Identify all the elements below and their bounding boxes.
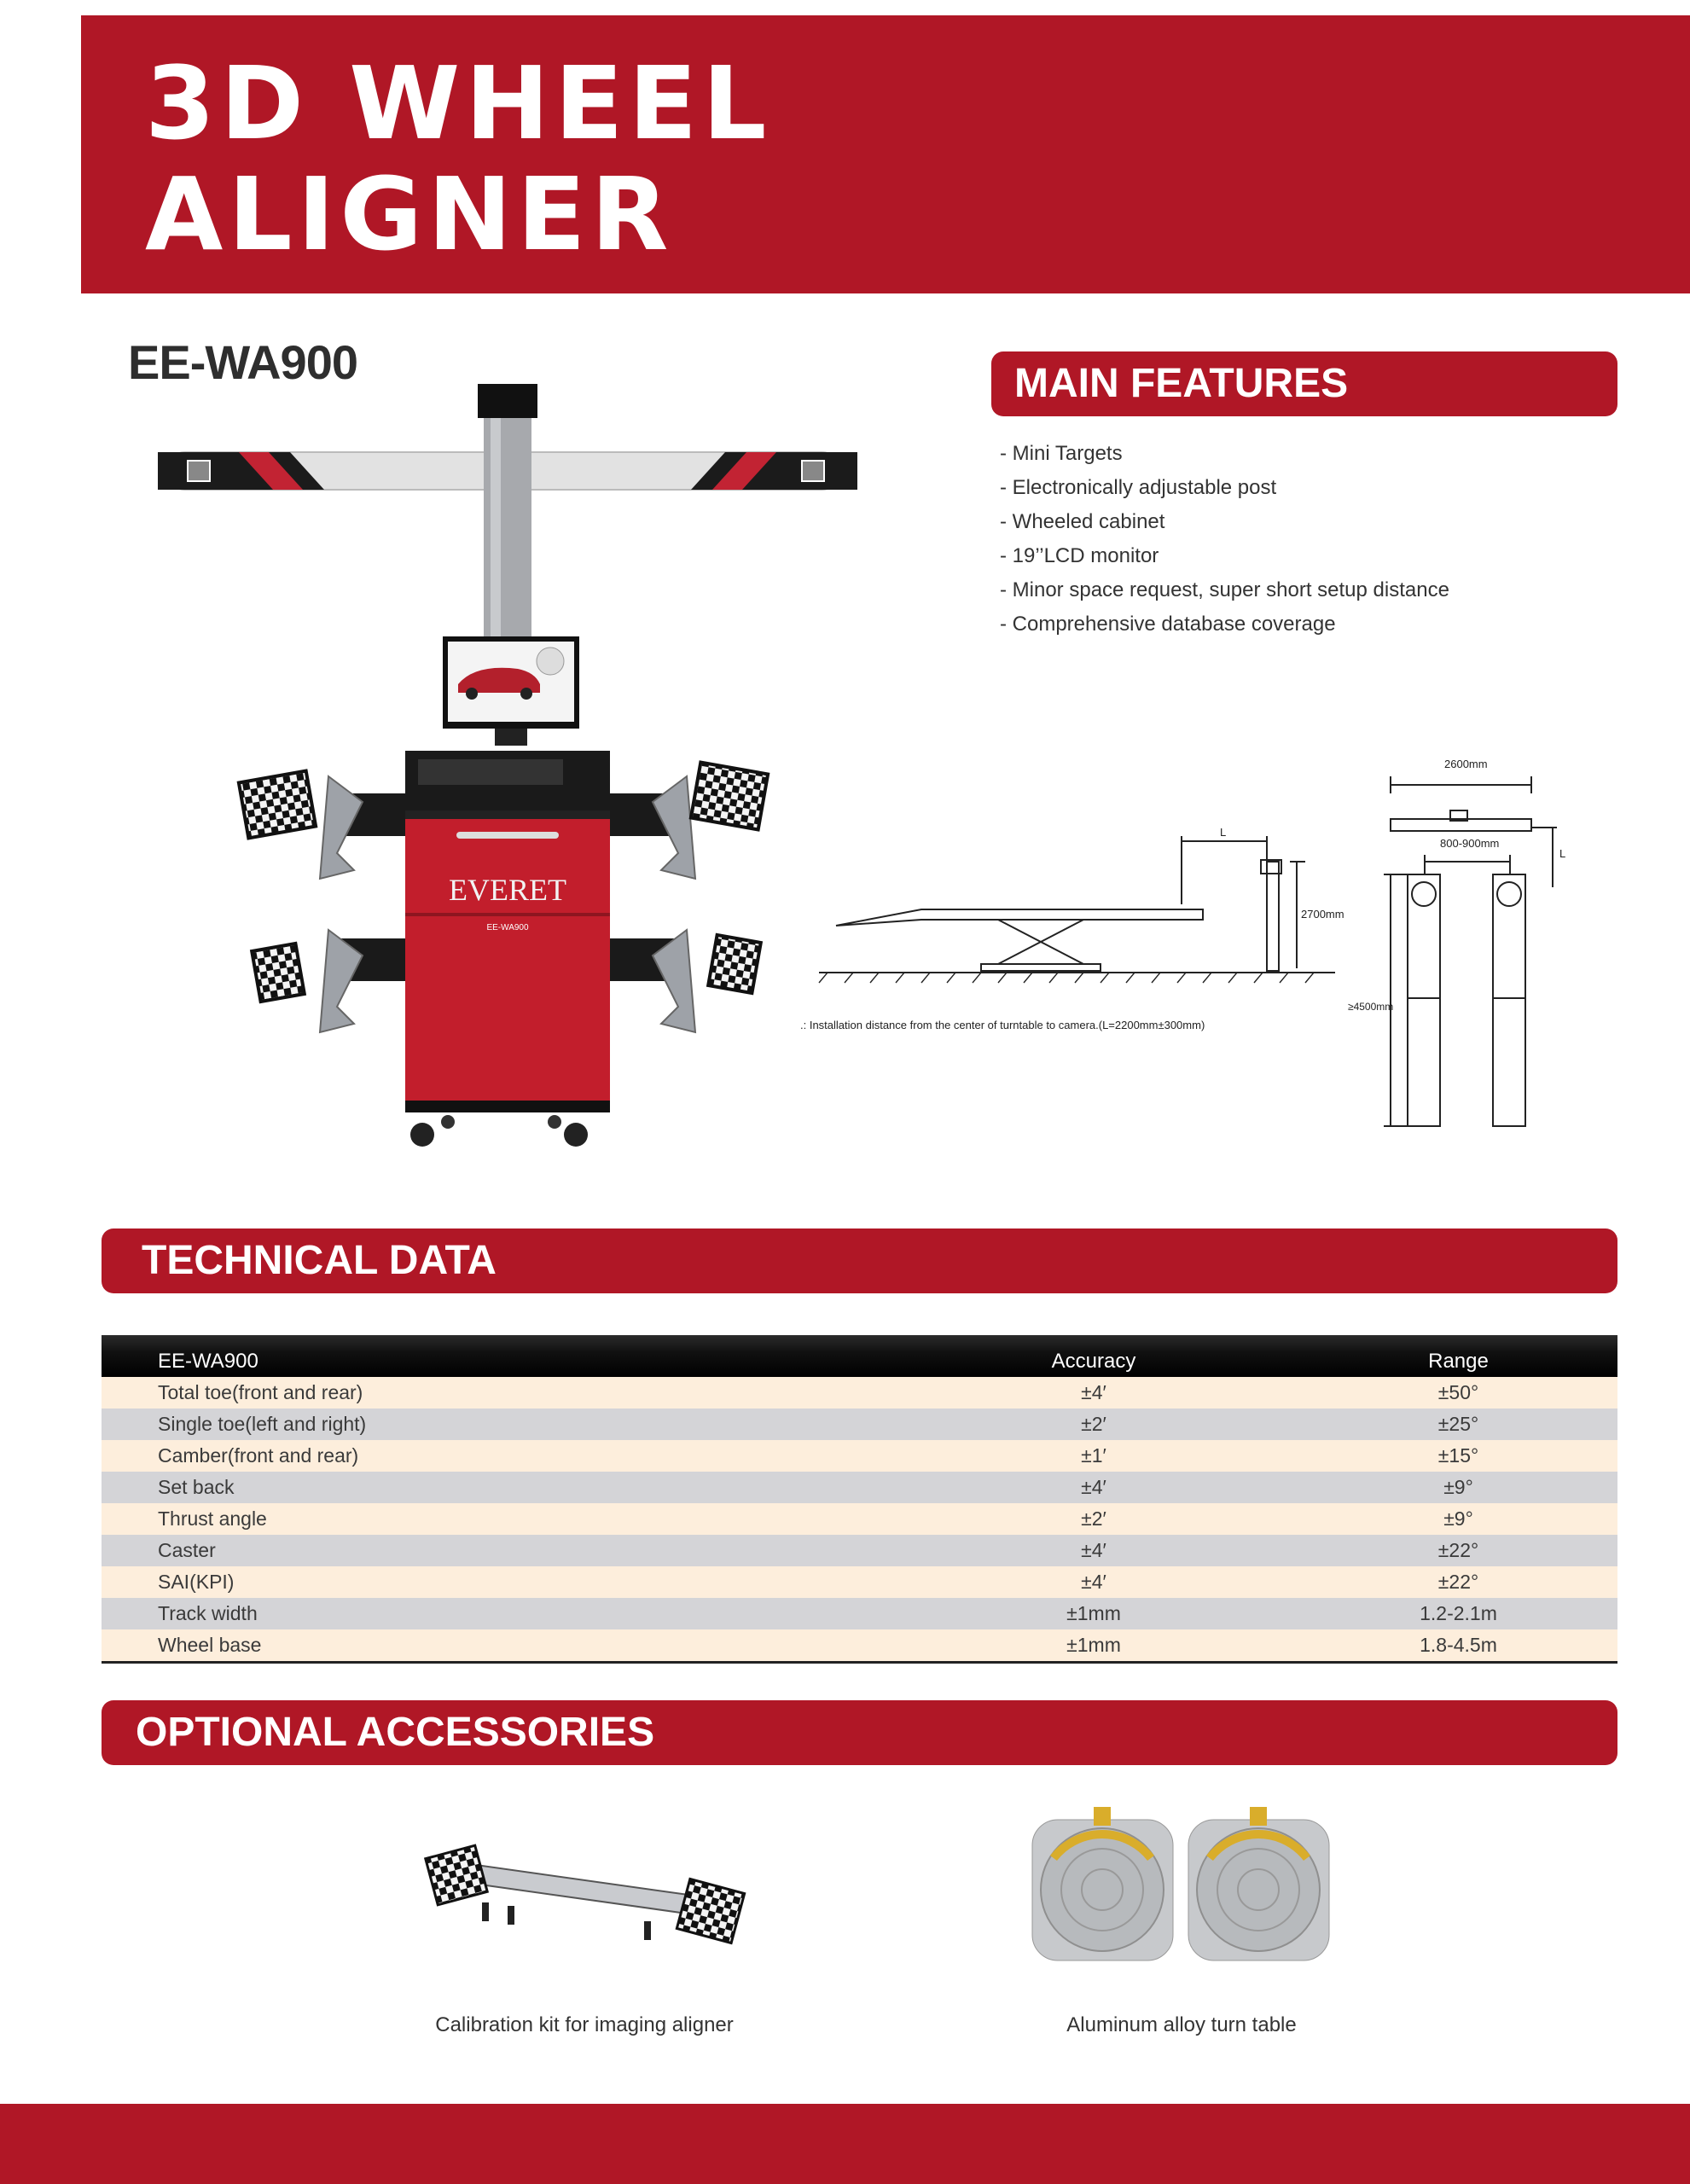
parameter-cell: Total toe(front and rear) bbox=[158, 1381, 363, 1403]
table-header-row bbox=[102, 1335, 1617, 1377]
feature-item: - Wheeled cabinet bbox=[1000, 510, 1165, 533]
turn-table-image bbox=[1028, 1807, 1335, 1965]
model-number: EE-WA900 bbox=[128, 335, 357, 389]
table-row bbox=[102, 1377, 1617, 1409]
installation-diagram bbox=[793, 751, 1587, 1152]
hero-title-line1: 3D WHEEL bbox=[145, 44, 772, 162]
table-row bbox=[102, 1409, 1617, 1440]
table-row bbox=[102, 1566, 1617, 1598]
cabinet-model-label: EE-WA900 bbox=[486, 923, 529, 932]
optional-accessories-header bbox=[102, 1700, 1617, 1765]
column-header-accuracy: Accuracy bbox=[888, 1335, 1299, 1377]
accuracy-cell: ±2′ bbox=[1081, 1507, 1106, 1530]
footer-bar bbox=[0, 2104, 1690, 2184]
parameter-cell: Track width bbox=[158, 1602, 258, 1624]
accuracy-cell: ±4′ bbox=[1081, 1571, 1106, 1593]
dim-l-side: L bbox=[1220, 826, 1227, 839]
feature-item: - 19’’LCD monitor bbox=[1000, 544, 1159, 567]
main-features-heading: MAIN FEATURES bbox=[1014, 361, 1349, 406]
table-row bbox=[102, 1503, 1617, 1535]
installation-note: .: Installation distance from the center of turntable to camera.(L=2200mm±300mm) bbox=[800, 1019, 1205, 1031]
dim-2700: 2700mm bbox=[1301, 908, 1344, 921]
accuracy-cell: ±1mm bbox=[1066, 1602, 1121, 1624]
parameter-cell: Thrust angle bbox=[158, 1507, 267, 1530]
technical-data-table bbox=[102, 1335, 1617, 1664]
parameter-cell: Set back bbox=[158, 1476, 235, 1498]
range-cell: ±15° bbox=[1437, 1444, 1479, 1467]
table-row bbox=[102, 1535, 1617, 1566]
parameter-cell: SAI(KPI) bbox=[158, 1571, 235, 1593]
calibration-kit-image bbox=[422, 1843, 746, 1954]
main-features-list bbox=[1000, 439, 1449, 643]
table-row bbox=[102, 1472, 1617, 1503]
table-row bbox=[102, 1598, 1617, 1629]
feature-item: - Mini Targets bbox=[1000, 442, 1123, 465]
feature-item: - Electronically adjustable post bbox=[1000, 476, 1277, 499]
calibration-kit-caption: Calibration kit for imaging aligner bbox=[435, 2013, 734, 2036]
parameter-cell: Camber(front and rear) bbox=[158, 1444, 359, 1467]
feature-item: - Minor space request, super short setup distance bbox=[1000, 578, 1449, 601]
dim-2600: 2600mm bbox=[1444, 758, 1488, 770]
accuracy-cell: ±4′ bbox=[1081, 1539, 1106, 1561]
accuracy-cell: ±4′ bbox=[1081, 1476, 1106, 1498]
technical-data-header bbox=[102, 1228, 1617, 1293]
feature-item: - Comprehensive database coverage bbox=[1000, 613, 1336, 636]
dim-800-900: 800-900mm bbox=[1440, 837, 1500, 850]
range-cell: ±9° bbox=[1443, 1476, 1473, 1498]
column-header-range: Range bbox=[1299, 1335, 1617, 1377]
turn-table-caption: Aluminum alloy turn table bbox=[1066, 2013, 1297, 2036]
hero-banner bbox=[81, 15, 1690, 293]
column-header-model: EE-WA900 bbox=[102, 1335, 888, 1377]
parameter-cell: Wheel base bbox=[102, 1629, 888, 1663]
dim-4500: ≥4500mm bbox=[1348, 1001, 1394, 1013]
accuracy-cell: ±2′ bbox=[1081, 1413, 1106, 1435]
parameter-cell: Single toe(left and right) bbox=[158, 1413, 367, 1435]
accuracy-cell: ±1mm bbox=[888, 1629, 1299, 1663]
range-cell: 1.8-4.5m bbox=[1299, 1629, 1617, 1663]
range-cell: ±22° bbox=[1437, 1539, 1479, 1561]
range-cell: ±22° bbox=[1437, 1571, 1479, 1593]
main-features-header bbox=[991, 351, 1617, 416]
hero-title-line2: ALIGNER bbox=[145, 155, 674, 273]
optional-accessories-heading: OPTIONAL ACCESSORIES bbox=[136, 1710, 655, 1755]
brand-label: EVERET bbox=[449, 873, 566, 907]
accuracy-cell: ±4′ bbox=[1081, 1381, 1106, 1403]
hero-title bbox=[145, 44, 772, 273]
range-cell: 1.2-2.1m bbox=[1420, 1602, 1497, 1624]
range-cell: ±50° bbox=[1437, 1381, 1479, 1403]
table-row bbox=[102, 1440, 1617, 1472]
wheel-aligner-product-image bbox=[158, 375, 857, 1160]
range-cell: ±9° bbox=[1443, 1507, 1473, 1530]
dim-l-top: L bbox=[1559, 847, 1566, 860]
technical-data-heading: TECHNICAL DATA bbox=[142, 1238, 497, 1283]
parameter-cell: Caster bbox=[158, 1539, 216, 1561]
range-cell: ±25° bbox=[1437, 1413, 1479, 1435]
accuracy-cell: ±1′ bbox=[1081, 1444, 1106, 1467]
table-row bbox=[102, 1629, 1617, 1663]
